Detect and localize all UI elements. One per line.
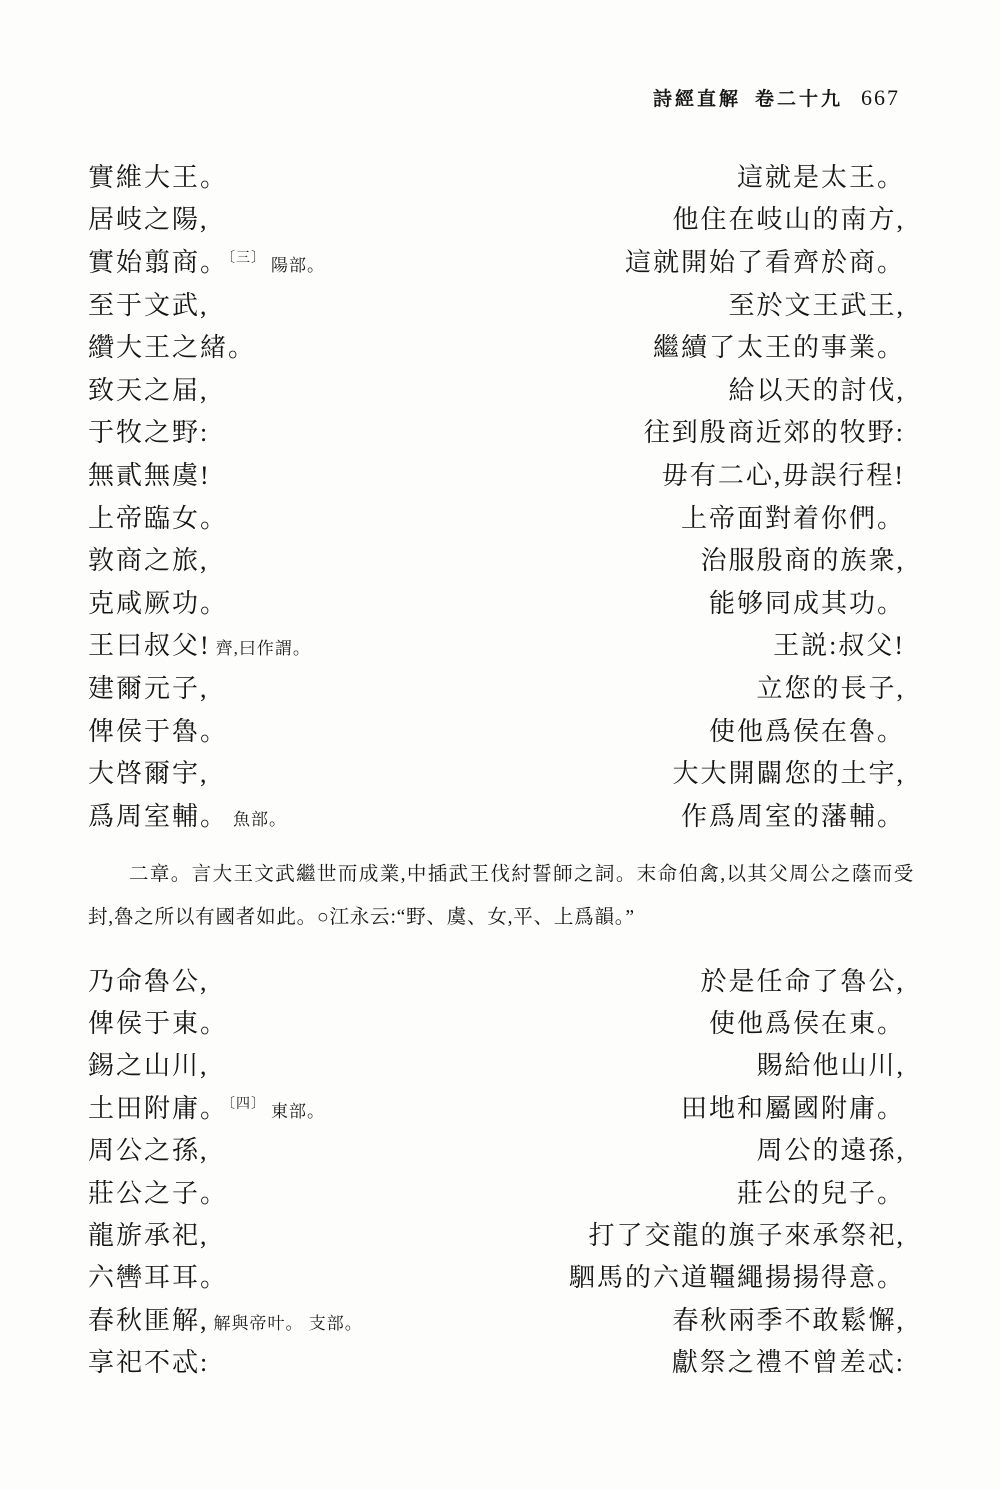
translation-text: 賜給他山川,: [756, 1051, 905, 1081]
verse-section-2: [88, 958, 905, 1382]
volume-label: 卷二十九: [754, 89, 843, 110]
translation-text: 王説:叔父!: [773, 631, 905, 661]
verse-row: [88, 1340, 905, 1382]
translation-text: 打了交龍的旗子來承祭祀,: [588, 1221, 905, 1251]
translation-text: 駟馬的六道韁繩揚揚得意。: [568, 1263, 905, 1293]
verse-row: [88, 793, 905, 836]
translation-text: 這就是太王。: [736, 162, 905, 192]
translation-text: 於是任命了魯公,: [700, 966, 905, 996]
verse-text: 俾侯于東。: [88, 1009, 229, 1039]
verse-row: [88, 580, 905, 623]
verse-text: 錫之山川,: [88, 1051, 209, 1081]
translation-text: 使他爲侯在東。: [708, 1009, 905, 1039]
translation-text: 春秋兩季不敢鬆懈,: [672, 1305, 905, 1335]
page-number: 667: [861, 85, 900, 110]
translation-text: 至於文王武王,: [728, 290, 905, 320]
running-head: [653, 84, 900, 111]
verse-text: 王曰叔父!: [88, 631, 211, 661]
verse-text: 乃命魯公,: [88, 966, 209, 996]
translation-text: 立您的長子,: [756, 673, 905, 703]
verse-row: [88, 239, 905, 282]
translation-text: 獻祭之禮不曾差忒:: [671, 1348, 905, 1378]
verse-text: 克咸厥功。: [88, 588, 229, 618]
translation-text: 往到殷商近郊的牧野:: [643, 418, 905, 448]
translation-text: 莊公的兒子。: [736, 1178, 905, 1208]
translation-text: 周公的遠孫,: [756, 1136, 905, 1166]
verse-text: 建爾元子,: [88, 673, 209, 703]
verse-text: 實維大王。: [88, 162, 229, 192]
verse-row: [88, 495, 905, 538]
verse-row: [88, 1043, 905, 1085]
translation-text: 治服殷商的族衆,: [700, 546, 905, 576]
footnote-marker: 〔四〕: [228, 1096, 267, 1112]
verse-text: 纘大王之緒。: [88, 333, 257, 363]
verse-text: 莊公之子。: [88, 1178, 229, 1208]
verse-row: [88, 1255, 905, 1297]
translation-text: 大大開闢您的土宇,: [672, 759, 905, 789]
translation-text: 這就開始了看齊於商。: [624, 247, 905, 277]
verse-row: [88, 1000, 905, 1042]
rhyme-note: 東部。: [271, 1101, 326, 1121]
verse-text: 致天之届,: [88, 375, 209, 405]
verse-text: 敦商之旅,: [88, 546, 209, 576]
gloss-note: 解與帝叶。 支部。: [213, 1313, 363, 1333]
verse-text: 爲周室輔。: [88, 801, 229, 831]
verse-text: 土田附庸。: [88, 1093, 229, 1123]
verse-row: [88, 537, 905, 580]
translation-text: 使他爲侯在魯。: [708, 716, 905, 746]
translation-text: 上帝面對着你們。: [680, 503, 905, 533]
verse-row: [88, 1170, 905, 1212]
verse-row: [88, 750, 905, 793]
verse-row: [88, 1297, 905, 1339]
verse-row: [88, 154, 905, 197]
verse-text: 居岐之陽,: [88, 205, 209, 235]
rhyme-note: 魚部。: [233, 809, 288, 829]
verse-text: 春秋匪解,: [88, 1305, 209, 1335]
verse-text: 六轡耳耳。: [88, 1263, 229, 1293]
verse-text: 無貳無虞!: [88, 460, 211, 490]
verse-text: 俾侯于魯。: [88, 716, 229, 746]
verse-row: [88, 1085, 905, 1127]
book-title: 詩經直解: [652, 89, 741, 110]
verse-text: 龍旂承祀,: [88, 1221, 209, 1251]
translation-text: 繼續了太王的事業。: [652, 333, 905, 363]
translation-text: 毋有二心,毋誤行程!: [661, 460, 905, 490]
verse-text: 上帝臨女。: [88, 503, 229, 533]
commentary-paragraph: 二章。言大王文武繼世而成業,中插武王伐紂誓師之詞。末命伯禽,以其父周公之蔭而受封,魯之所以有國者如此。○江永云:“野、虞、女,平、上爲韻。”: [88, 863, 914, 928]
verse-text: 大啓爾宇,: [88, 759, 209, 789]
translation-text: 他住在岐山的南方,: [672, 205, 905, 235]
verse-row: [88, 452, 905, 495]
translation-text: 作爲周室的藩輔。: [680, 801, 905, 831]
verse-row: [88, 324, 905, 367]
verse-row: [88, 282, 905, 325]
verse-row: [88, 623, 905, 666]
footnote-marker: 〔三〕: [228, 250, 267, 266]
verse-row: [88, 410, 905, 453]
verse-row: [88, 367, 905, 410]
verse-row: [88, 708, 905, 751]
verse-row: [88, 1212, 905, 1254]
verse-text: 周公之孫,: [88, 1136, 209, 1166]
gloss-note: 齊,曰作謂。: [215, 639, 311, 659]
verse-text: 享祀不忒:: [88, 1348, 210, 1378]
verse-text: 至于文武,: [88, 290, 209, 320]
verse-row: [88, 665, 905, 708]
verse-row: [88, 197, 905, 240]
translation-text: 能够同成其功。: [708, 588, 905, 618]
verse-text: 實始翦商。: [88, 247, 229, 277]
verse-row: [88, 1128, 905, 1170]
verse-row: [88, 958, 905, 1000]
verse-text: 于牧之野:: [88, 418, 210, 448]
translation-text: 給以天的討伐,: [728, 375, 905, 405]
rhyme-note: 陽部。: [271, 255, 326, 275]
translation-text: 田地和屬國附庸。: [680, 1093, 905, 1123]
verse-section-1: [88, 154, 905, 836]
